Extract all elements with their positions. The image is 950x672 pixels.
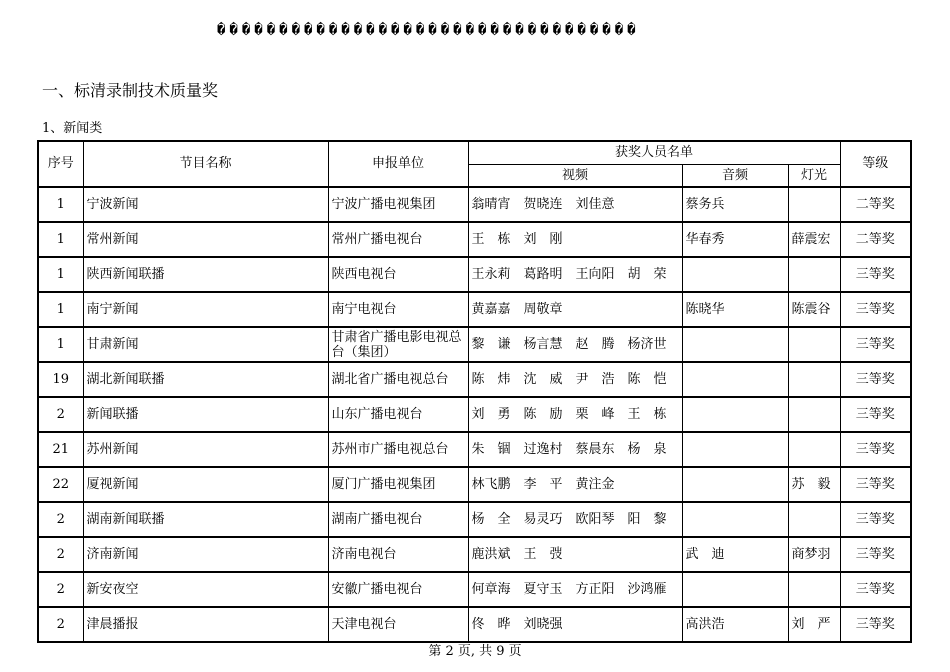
audio-staff: 陈晓华 xyxy=(682,292,788,327)
lighting-staff: 薛震宏 xyxy=(788,222,840,257)
lighting-staff xyxy=(788,257,840,292)
table-row xyxy=(38,327,911,362)
lighting-staff xyxy=(788,432,840,467)
audio-staff: 蔡务兵 xyxy=(682,187,788,222)
reporting-unit: 宁波广播电视集团 xyxy=(328,187,468,222)
audio-staff xyxy=(682,397,788,432)
lighting-staff xyxy=(788,187,840,222)
lighting-staff xyxy=(788,362,840,397)
award-grade: 三等奖 xyxy=(840,432,911,467)
reporting-unit: 济南电视台 xyxy=(328,537,468,572)
audio-staff: 高洪浩 xyxy=(682,607,788,642)
document-title: ���������������������������������� xyxy=(217,22,640,38)
reporting-unit: 安徽广播电视台 xyxy=(328,572,468,607)
video-staff: 翁晴宵 贺晓连 刘佳意 xyxy=(468,187,682,222)
reporting-unit: 厦门广播电视集团 xyxy=(328,467,468,502)
audio-staff: 武 迪 xyxy=(682,537,788,572)
award-grade: 三等奖 xyxy=(840,572,911,607)
table-row xyxy=(38,397,911,432)
header-no: 序号 xyxy=(38,141,83,187)
section-heading: 一、标清录制技术质量奖 xyxy=(42,81,219,100)
lighting-staff xyxy=(788,502,840,537)
header-winners: 获奖人员名单 xyxy=(468,141,840,165)
video-staff: 王 栋 刘 刚 xyxy=(468,222,682,257)
program-name: 苏州新闻 xyxy=(83,432,328,467)
audio-staff xyxy=(682,327,788,362)
award-grade: 二等奖 xyxy=(840,187,911,222)
video-staff: 林飞鹏 李 平 黄注金 xyxy=(468,467,682,502)
audio-staff xyxy=(682,502,788,537)
table-row xyxy=(38,362,911,397)
reporting-unit: 陕西电视台 xyxy=(328,257,468,292)
program-name: 宁波新闻 xyxy=(83,187,328,222)
reporting-unit: 湖南广播电视台 xyxy=(328,502,468,537)
program-name: 新安夜空 xyxy=(83,572,328,607)
row-number: 1 xyxy=(38,292,83,327)
lighting-staff: 商梦羽 xyxy=(788,537,840,572)
row-number: 1 xyxy=(38,187,83,222)
header-grade: 等级 xyxy=(840,141,911,187)
award-grade: 二等奖 xyxy=(840,222,911,257)
program-name: 南宁新闻 xyxy=(83,292,328,327)
table-row xyxy=(38,222,911,257)
program-name: 常州新闻 xyxy=(83,222,328,257)
program-name: 厦视新闻 xyxy=(83,467,328,502)
program-name: 湖北新闻联播 xyxy=(83,362,328,397)
header-video: 视频 xyxy=(468,165,682,188)
table-row xyxy=(38,432,911,467)
lighting-staff xyxy=(788,397,840,432)
row-number: 2 xyxy=(38,502,83,537)
program-name: 甘肃新闻 xyxy=(83,327,328,362)
program-name: 陕西新闻联播 xyxy=(83,257,328,292)
row-number: 2 xyxy=(38,572,83,607)
reporting-unit: 常州广播电视台 xyxy=(328,222,468,257)
header-audio: 音频 xyxy=(682,165,788,188)
reporting-unit: 南宁电视台 xyxy=(328,292,468,327)
lighting-staff xyxy=(788,572,840,607)
sub-heading: 1、新闻类 xyxy=(42,121,103,136)
reporting-unit: 苏州市广播电视总台 xyxy=(328,432,468,467)
table-row xyxy=(38,572,911,607)
video-staff: 朱 锢 过逸村 蔡晨东 杨 泉 xyxy=(468,432,682,467)
table-row xyxy=(38,502,911,537)
video-staff: 鹿洪斌 王 弢 xyxy=(468,537,682,572)
video-staff: 杨 全 易灵巧 欧阳琴 阳 黎 xyxy=(468,502,682,537)
table-row xyxy=(38,187,911,222)
award-grade: 三等奖 xyxy=(840,362,911,397)
award-grade: 三等奖 xyxy=(840,327,911,362)
audio-staff xyxy=(682,467,788,502)
video-staff: 何章海 夏守玉 方正阳 沙鸿雁 xyxy=(468,572,682,607)
audio-staff xyxy=(682,432,788,467)
row-number: 2 xyxy=(38,607,83,642)
table-row xyxy=(38,257,911,292)
reporting-unit: 山东广播电视台 xyxy=(328,397,468,432)
program-name: 湖南新闻联播 xyxy=(83,502,328,537)
reporting-unit: 天津电视台 xyxy=(328,607,468,642)
row-number: 21 xyxy=(38,432,83,467)
video-staff: 陈 炜 沈 威 尹 浩 陈 恺 xyxy=(468,362,682,397)
row-number: 1 xyxy=(38,257,83,292)
lighting-staff: 苏 毅 xyxy=(788,467,840,502)
table-row xyxy=(38,607,911,642)
award-grade: 三等奖 xyxy=(840,502,911,537)
table-row xyxy=(38,467,911,502)
header-row xyxy=(38,141,911,165)
program-name: 济南新闻 xyxy=(83,537,328,572)
award-grade: 三等奖 xyxy=(840,537,911,572)
award-grade: 三等奖 xyxy=(840,607,911,642)
program-name: 新闻联播 xyxy=(83,397,328,432)
video-staff: 王永莉 葛路明 王向阳 胡 荣 xyxy=(468,257,682,292)
table-row xyxy=(38,292,911,327)
video-staff: 刘 勇 陈 励 栗 峰 王 栋 xyxy=(468,397,682,432)
table-row xyxy=(38,537,911,572)
row-number: 1 xyxy=(38,222,83,257)
row-number: 2 xyxy=(38,397,83,432)
header-lighting: 灯光 xyxy=(788,165,840,188)
header-unit: 申报单位 xyxy=(328,141,468,187)
award-grade: 三等奖 xyxy=(840,292,911,327)
audio-staff xyxy=(682,572,788,607)
row-number: 19 xyxy=(38,362,83,397)
program-name: 津晨播报 xyxy=(83,607,328,642)
award-grade: 三等奖 xyxy=(840,397,911,432)
row-number: 1 xyxy=(38,327,83,362)
audio-staff xyxy=(682,257,788,292)
reporting-unit: 甘肃省广播电影电视总台（集团） xyxy=(328,327,468,362)
reporting-unit: 湖北省广播电视总台 xyxy=(328,362,468,397)
award-grade: 三等奖 xyxy=(840,467,911,502)
audio-staff: 华春秀 xyxy=(682,222,788,257)
row-number: 2 xyxy=(38,537,83,572)
video-staff: 黄嘉嘉 周敬章 xyxy=(468,292,682,327)
lighting-staff: 陈震谷 xyxy=(788,292,840,327)
row-number: 22 xyxy=(38,467,83,502)
video-staff: 黎 谦 杨言慧 赵 腾 杨济世 xyxy=(468,327,682,362)
lighting-staff: 刘 严 xyxy=(788,607,840,642)
page-footer: 第 2 页, 共 9 页 xyxy=(428,644,522,659)
lighting-staff xyxy=(788,327,840,362)
audio-staff xyxy=(682,362,788,397)
header-program: 节目名称 xyxy=(83,141,328,187)
awards-table xyxy=(37,140,912,643)
video-staff: 佟 晔 刘晓强 xyxy=(468,607,682,642)
award-grade: 三等奖 xyxy=(840,257,911,292)
